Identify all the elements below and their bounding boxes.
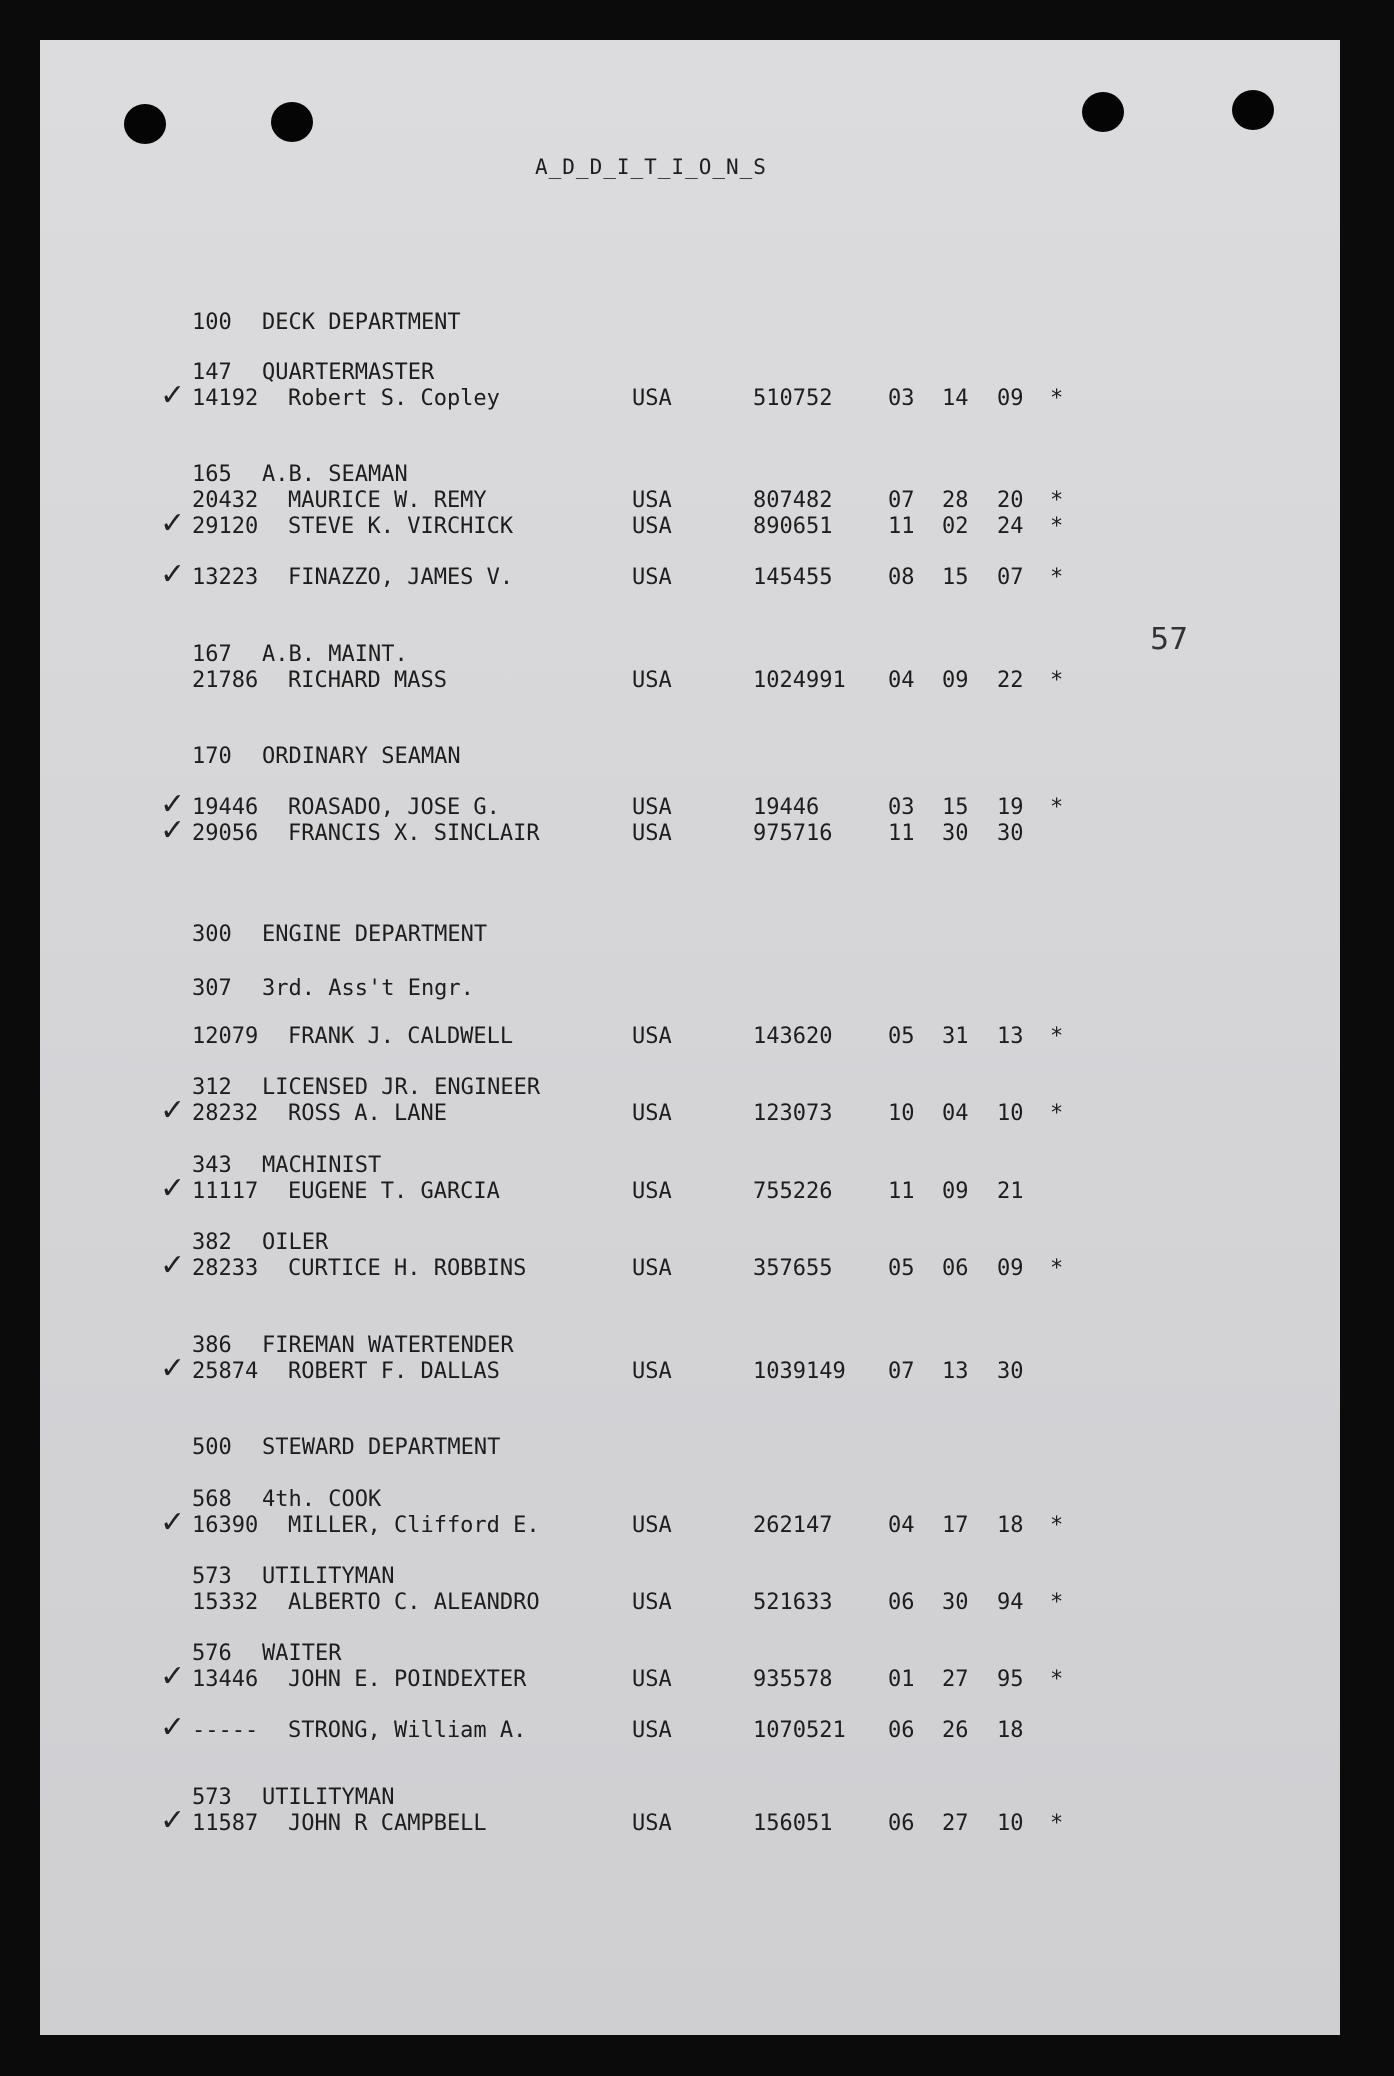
section-title: A.B. SEAMAN bbox=[262, 462, 408, 487]
section-title: LICENSED JR. ENGINEER bbox=[262, 1075, 541, 1100]
entry-month: 06 bbox=[888, 1718, 915, 1743]
entry-number: 521633 bbox=[753, 1590, 833, 1615]
entry-month: 07 bbox=[888, 1359, 915, 1384]
entry-book-number: 12079 bbox=[192, 1024, 259, 1049]
entry-number: 1024991 bbox=[753, 668, 846, 693]
entry-nationality: USA bbox=[632, 821, 672, 846]
entry-nationality: USA bbox=[632, 668, 672, 693]
entry-nationality: USA bbox=[632, 1256, 672, 1281]
entry-asterisk: * bbox=[1050, 668, 1064, 693]
entry-asterisk: * bbox=[1050, 1101, 1064, 1126]
entry-nationality: USA bbox=[632, 795, 672, 820]
entry-day: 04 bbox=[942, 1101, 969, 1126]
entry-number: 1039149 bbox=[753, 1359, 846, 1384]
entry-nationality: USA bbox=[632, 1513, 672, 1538]
entry-month: 04 bbox=[888, 1513, 915, 1538]
entry-month: 11 bbox=[888, 821, 915, 846]
entry-day: 27 bbox=[942, 1667, 969, 1692]
entry-nationality: USA bbox=[632, 1590, 672, 1615]
entry-asterisk: * bbox=[1050, 1590, 1064, 1615]
checkmark-icon: ✓ bbox=[160, 1659, 186, 1694]
entry-number: 755226 bbox=[753, 1179, 833, 1204]
section-code: 100 bbox=[192, 310, 232, 335]
section-title: DECK DEPARTMENT bbox=[262, 310, 461, 335]
entry-asterisk: * bbox=[1050, 1667, 1064, 1692]
checkmark-icon: ✓ bbox=[160, 1093, 186, 1128]
section-code: 147 bbox=[192, 360, 232, 385]
margin-page-number: 57 bbox=[1150, 622, 1189, 657]
entry-name: FRANCIS X. SINCLAIR bbox=[288, 821, 540, 846]
entry-year: 18 bbox=[997, 1718, 1024, 1743]
entry-day: 26 bbox=[942, 1718, 969, 1743]
entry-month: 03 bbox=[888, 386, 915, 411]
section-title: ENGINE DEPARTMENT bbox=[262, 922, 488, 947]
entry-book-number: 13223 bbox=[192, 565, 259, 590]
entry-book-number: 28232 bbox=[192, 1101, 259, 1126]
entry-book-number: 19446 bbox=[192, 795, 259, 820]
entry-book-number: 21786 bbox=[192, 668, 259, 693]
entry-book-number: 29056 bbox=[192, 821, 259, 846]
entry-book-number: 11587 bbox=[192, 1811, 259, 1836]
section-title: 3rd. Ass't Engr. bbox=[262, 976, 474, 1001]
entry-number: 890651 bbox=[753, 514, 833, 539]
entry-number: 357655 bbox=[753, 1256, 833, 1281]
entry-name: ROASADO, JOSE G. bbox=[288, 795, 500, 820]
entry-month: 01 bbox=[888, 1667, 915, 1692]
section-title: 4th. COOK bbox=[262, 1487, 382, 1512]
entry-asterisk: * bbox=[1050, 488, 1064, 513]
entry-nationality: USA bbox=[632, 1359, 672, 1384]
entry-asterisk: * bbox=[1050, 386, 1064, 411]
checkmark-icon: ✓ bbox=[160, 1351, 186, 1386]
checkmark-icon: ✓ bbox=[160, 506, 186, 541]
entry-name: ALBERTO C. ALEANDRO bbox=[288, 1590, 540, 1615]
entry-day: 02 bbox=[942, 514, 969, 539]
entry-year: 07 bbox=[997, 565, 1024, 590]
entry-asterisk: * bbox=[1050, 565, 1064, 590]
checkmark-icon: ✓ bbox=[160, 557, 186, 592]
entry-nationality: USA bbox=[632, 488, 672, 513]
entry-book-number: ----- bbox=[192, 1718, 259, 1743]
section-code: 576 bbox=[192, 1641, 232, 1666]
entry-number: 145455 bbox=[753, 565, 833, 590]
section-title: STEWARD DEPARTMENT bbox=[262, 1435, 501, 1460]
entry-month: 10 bbox=[888, 1101, 915, 1126]
entry-day: 31 bbox=[942, 1024, 969, 1049]
entry-day: 30 bbox=[942, 821, 969, 846]
entry-day: 14 bbox=[942, 386, 969, 411]
entry-day: 28 bbox=[942, 488, 969, 513]
entry-number: 935578 bbox=[753, 1667, 833, 1692]
entry-number: 975716 bbox=[753, 821, 833, 846]
entry-month: 11 bbox=[888, 514, 915, 539]
section-title: FIREMAN WATERTENDER bbox=[262, 1333, 514, 1358]
entry-nationality: USA bbox=[632, 514, 672, 539]
entry-month: 04 bbox=[888, 668, 915, 693]
entry-number: 19446 bbox=[753, 795, 820, 820]
section-title: OILER bbox=[262, 1230, 329, 1255]
entry-book-number: 16390 bbox=[192, 1513, 259, 1538]
entry-year: 09 bbox=[997, 1256, 1024, 1281]
entry-year: 20 bbox=[997, 488, 1024, 513]
entry-year: 24 bbox=[997, 514, 1024, 539]
section-code: 165 bbox=[192, 462, 232, 487]
section-code: 500 bbox=[192, 1435, 232, 1460]
entry-number: 143620 bbox=[753, 1024, 833, 1049]
entry-month: 08 bbox=[888, 565, 915, 590]
entry-nationality: USA bbox=[632, 1024, 672, 1049]
section-title: QUARTERMASTER bbox=[262, 360, 435, 385]
entry-book-number: 11117 bbox=[192, 1179, 259, 1204]
checkmark-icon: ✓ bbox=[160, 1710, 186, 1745]
section-code: 382 bbox=[192, 1230, 232, 1255]
entry-number: 1070521 bbox=[753, 1718, 846, 1743]
entry-year: 30 bbox=[997, 821, 1024, 846]
entry-name: STEVE K. VIRCHICK bbox=[288, 514, 514, 539]
entry-year: 19 bbox=[997, 795, 1024, 820]
entry-name: EUGENE T. GARCIA bbox=[288, 1179, 500, 1204]
entry-day: 15 bbox=[942, 795, 969, 820]
punch-hole bbox=[271, 102, 313, 142]
entry-book-number: 20432 bbox=[192, 488, 259, 513]
section-title: MACHINIST bbox=[262, 1153, 382, 1178]
entry-month: 07 bbox=[888, 488, 915, 513]
entry-asterisk: * bbox=[1050, 1024, 1064, 1049]
entry-nationality: USA bbox=[632, 1179, 672, 1204]
entry-day: 30 bbox=[942, 1590, 969, 1615]
entry-name: CURTICE H. ROBBINS bbox=[288, 1256, 527, 1281]
checkmark-icon: ✓ bbox=[160, 813, 186, 848]
entry-book-number: 14192 bbox=[192, 386, 259, 411]
entry-year: 95 bbox=[997, 1667, 1024, 1692]
entry-month: 06 bbox=[888, 1811, 915, 1836]
entry-book-number: 29120 bbox=[192, 514, 259, 539]
checkmark-icon: ✓ bbox=[160, 1505, 186, 1540]
entry-number: 510752 bbox=[753, 386, 833, 411]
entry-year: 10 bbox=[997, 1101, 1024, 1126]
entry-name: MILLER, Clifford E. bbox=[288, 1513, 540, 1538]
entry-year: 30 bbox=[997, 1359, 1024, 1384]
entry-name: JOHN E. POINDEXTER bbox=[288, 1667, 527, 1692]
section-title: UTILITYMAN bbox=[262, 1785, 395, 1810]
section-code: 300 bbox=[192, 922, 232, 947]
entry-nationality: USA bbox=[632, 565, 672, 590]
entry-name: STRONG, William A. bbox=[288, 1718, 527, 1743]
section-code: 312 bbox=[192, 1075, 232, 1100]
entry-book-number: 15332 bbox=[192, 1590, 259, 1615]
section-code: 343 bbox=[192, 1153, 232, 1178]
entry-day: 15 bbox=[942, 565, 969, 590]
entry-day: 27 bbox=[942, 1811, 969, 1836]
checkmark-icon: ✓ bbox=[160, 1248, 186, 1283]
entry-month: 06 bbox=[888, 1590, 915, 1615]
entry-year: 09 bbox=[997, 386, 1024, 411]
entry-asterisk: * bbox=[1050, 1256, 1064, 1281]
entry-book-number: 28233 bbox=[192, 1256, 259, 1281]
section-title: A.B. MAINT. bbox=[262, 642, 408, 667]
entry-nationality: USA bbox=[632, 1718, 672, 1743]
entry-day: 13 bbox=[942, 1359, 969, 1384]
entry-name: MAURICE W. REMY bbox=[288, 488, 487, 513]
entry-year: 94 bbox=[997, 1590, 1024, 1615]
entry-name: RICHARD MASS bbox=[288, 668, 447, 693]
entry-number: 123073 bbox=[753, 1101, 833, 1126]
entry-year: 13 bbox=[997, 1024, 1024, 1049]
entry-name: JOHN R CAMPBELL bbox=[288, 1811, 487, 1836]
entry-book-number: 13446 bbox=[192, 1667, 259, 1692]
entry-year: 10 bbox=[997, 1811, 1024, 1836]
checkmark-icon: ✓ bbox=[160, 1171, 186, 1206]
entry-asterisk: * bbox=[1050, 795, 1064, 820]
entry-day: 09 bbox=[942, 1179, 969, 1204]
section-code: 386 bbox=[192, 1333, 232, 1358]
section-code: 573 bbox=[192, 1564, 232, 1589]
entry-book-number: 25874 bbox=[192, 1359, 259, 1384]
entry-name: FINAZZO, JAMES V. bbox=[288, 565, 514, 590]
entry-nationality: USA bbox=[632, 1101, 672, 1126]
section-code: 170 bbox=[192, 744, 232, 769]
section-title: UTILITYMAN bbox=[262, 1564, 395, 1589]
punch-hole bbox=[1082, 92, 1124, 132]
section-code: 307 bbox=[192, 976, 232, 1001]
section-code: 573 bbox=[192, 1785, 232, 1810]
checkmark-icon: ✓ bbox=[160, 787, 186, 822]
entry-year: 18 bbox=[997, 1513, 1024, 1538]
punch-hole bbox=[1232, 90, 1274, 130]
checkmark-icon: ✓ bbox=[160, 1803, 186, 1838]
entry-number: 156051 bbox=[753, 1811, 833, 1836]
section-code: 167 bbox=[192, 642, 232, 667]
entry-asterisk: * bbox=[1050, 1513, 1064, 1538]
entry-nationality: USA bbox=[632, 386, 672, 411]
entry-asterisk: * bbox=[1050, 514, 1064, 539]
entry-month: 11 bbox=[888, 1179, 915, 1204]
checkmark-icon: ✓ bbox=[160, 378, 186, 413]
entry-number: 262147 bbox=[753, 1513, 833, 1538]
entry-month: 05 bbox=[888, 1256, 915, 1281]
entry-name: Robert S. Copley bbox=[288, 386, 500, 411]
entry-day: 09 bbox=[942, 668, 969, 693]
entry-day: 06 bbox=[942, 1256, 969, 1281]
section-code: 568 bbox=[192, 1487, 232, 1512]
entry-name: FRANK J. CALDWELL bbox=[288, 1024, 514, 1049]
punch-hole bbox=[124, 104, 166, 144]
entry-name: ROBERT F. DALLAS bbox=[288, 1359, 500, 1384]
entry-name: ROSS A. LANE bbox=[288, 1101, 447, 1126]
section-title: WAITER bbox=[262, 1641, 342, 1666]
entry-nationality: USA bbox=[632, 1667, 672, 1692]
entry-nationality: USA bbox=[632, 1811, 672, 1836]
entry-asterisk: * bbox=[1050, 1811, 1064, 1836]
entry-number: 807482 bbox=[753, 488, 833, 513]
entry-year: 21 bbox=[997, 1179, 1024, 1204]
entry-year: 22 bbox=[997, 668, 1024, 693]
entry-month: 05 bbox=[888, 1024, 915, 1049]
section-title: ORDINARY SEAMAN bbox=[262, 744, 461, 769]
entry-month: 03 bbox=[888, 795, 915, 820]
page-title: A_D_D_I_T_I_O_N_S bbox=[535, 155, 767, 179]
entry-day: 17 bbox=[942, 1513, 969, 1538]
